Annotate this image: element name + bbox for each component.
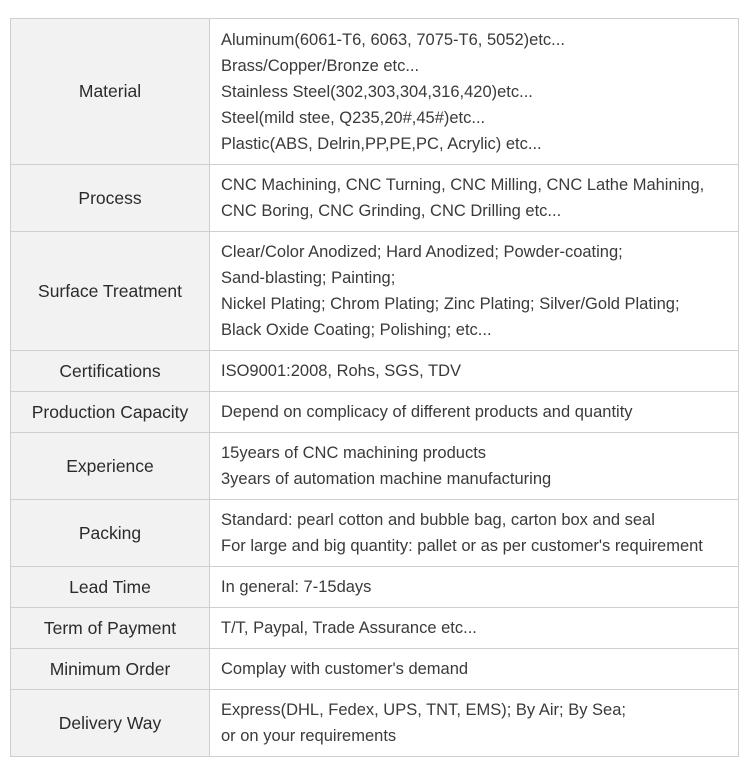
row-value-surface-treatment <box>210 232 739 351</box>
value-line: Complay with customer's demand <box>221 660 469 678</box>
value-line: Aluminum(6061-T6, 6063, 7075-T6, 5052)etc... <box>221 30 565 49</box>
value-line: Sand-blasting; Painting; <box>221 269 396 287</box>
value-line: Standard: pearl cotton and bubble bag, carton box and seal <box>221 511 655 529</box>
value-line: CNC Boring, CNC Grinding, CNC Drilling etc... <box>221 202 562 220</box>
row-value-term-of-payment <box>210 608 739 649</box>
row-label-packing: Packing <box>11 500 210 567</box>
table-row-term-of-payment <box>11 608 739 649</box>
value-line: Stainless Steel(302,303,304,316,420)etc... <box>221 82 533 101</box>
value-line: or on your requirements <box>221 727 397 745</box>
table-row-material <box>11 19 739 165</box>
row-label-production-capacity: Production Capacity <box>11 392 210 433</box>
spec-table <box>10 18 739 757</box>
row-value-production-capacity <box>210 392 739 433</box>
value-line: Clear/Color Anodized; Hard Anodized; Powder-coating; <box>221 243 623 261</box>
table-row-experience <box>11 433 739 500</box>
row-label-process: Process <box>11 165 210 232</box>
value-line: Steel(mild stee, Q235,20#,45#)etc... <box>221 108 486 127</box>
table-row-minimum-order <box>11 649 739 690</box>
table-row-lead-time <box>11 567 739 608</box>
row-value-process <box>210 165 739 232</box>
value-line: Black Oxide Coating; Polishing; etc... <box>221 321 492 339</box>
value-line: ISO9001:2008, Rohs, SGS, TDV <box>221 362 461 380</box>
row-value-lead-time <box>210 567 739 608</box>
row-value-experience <box>210 433 739 500</box>
row-value-certifications <box>210 351 739 392</box>
row-label-term-of-payment: Term of Payment <box>11 608 210 649</box>
value-line: Brass/Copper/Bronze etc... <box>221 56 420 75</box>
value-line: Plastic(ABS, Delrin,PP,PE,PC, Acrylic) etc... <box>221 134 542 153</box>
row-value-delivery-way <box>210 690 739 757</box>
table-row-process <box>11 165 739 232</box>
table-row-certifications <box>11 351 739 392</box>
table-row-production-capacity <box>11 392 739 433</box>
table-row-packing <box>11 500 739 567</box>
row-label-material: Material <box>11 19 210 165</box>
table-row-delivery-way <box>11 690 739 757</box>
table-row-surface-treatment <box>11 232 739 351</box>
value-line: Nickel Plating; Chrom Plating; Zinc Plating; Silver/Gold Plating; <box>221 295 680 313</box>
value-line: Express(DHL, Fedex, UPS, TNT, EMS); By Air; By Sea; <box>221 701 626 719</box>
value-line: T/T, Paypal, Trade Assurance etc... <box>221 619 477 637</box>
value-line: 3years of automation machine manufacturing <box>221 470 552 488</box>
value-line: For large and big quantity: pallet or as per customer's requirement <box>221 537 703 555</box>
row-label-minimum-order: Minimum Order <box>11 649 210 690</box>
row-label-experience: Experience <box>11 433 210 500</box>
row-value-minimum-order <box>210 649 739 690</box>
row-label-surface-treatment: Surface Treatment <box>11 232 210 351</box>
row-label-lead-time: Lead Time <box>11 567 210 608</box>
value-line: CNC Machining, CNC Turning, CNC Milling, CNC Lathe Mahining, <box>221 176 705 194</box>
value-line: 15years of CNC machining products <box>221 444 487 462</box>
row-label-certifications: Certifications <box>11 351 210 392</box>
value-line: In general: 7-15days <box>221 578 372 596</box>
row-label-delivery-way: Delivery Way <box>11 690 210 757</box>
row-value-material <box>210 19 739 165</box>
value-line: Depend on complicacy of different products and quantity <box>221 403 633 421</box>
row-value-packing <box>210 500 739 567</box>
